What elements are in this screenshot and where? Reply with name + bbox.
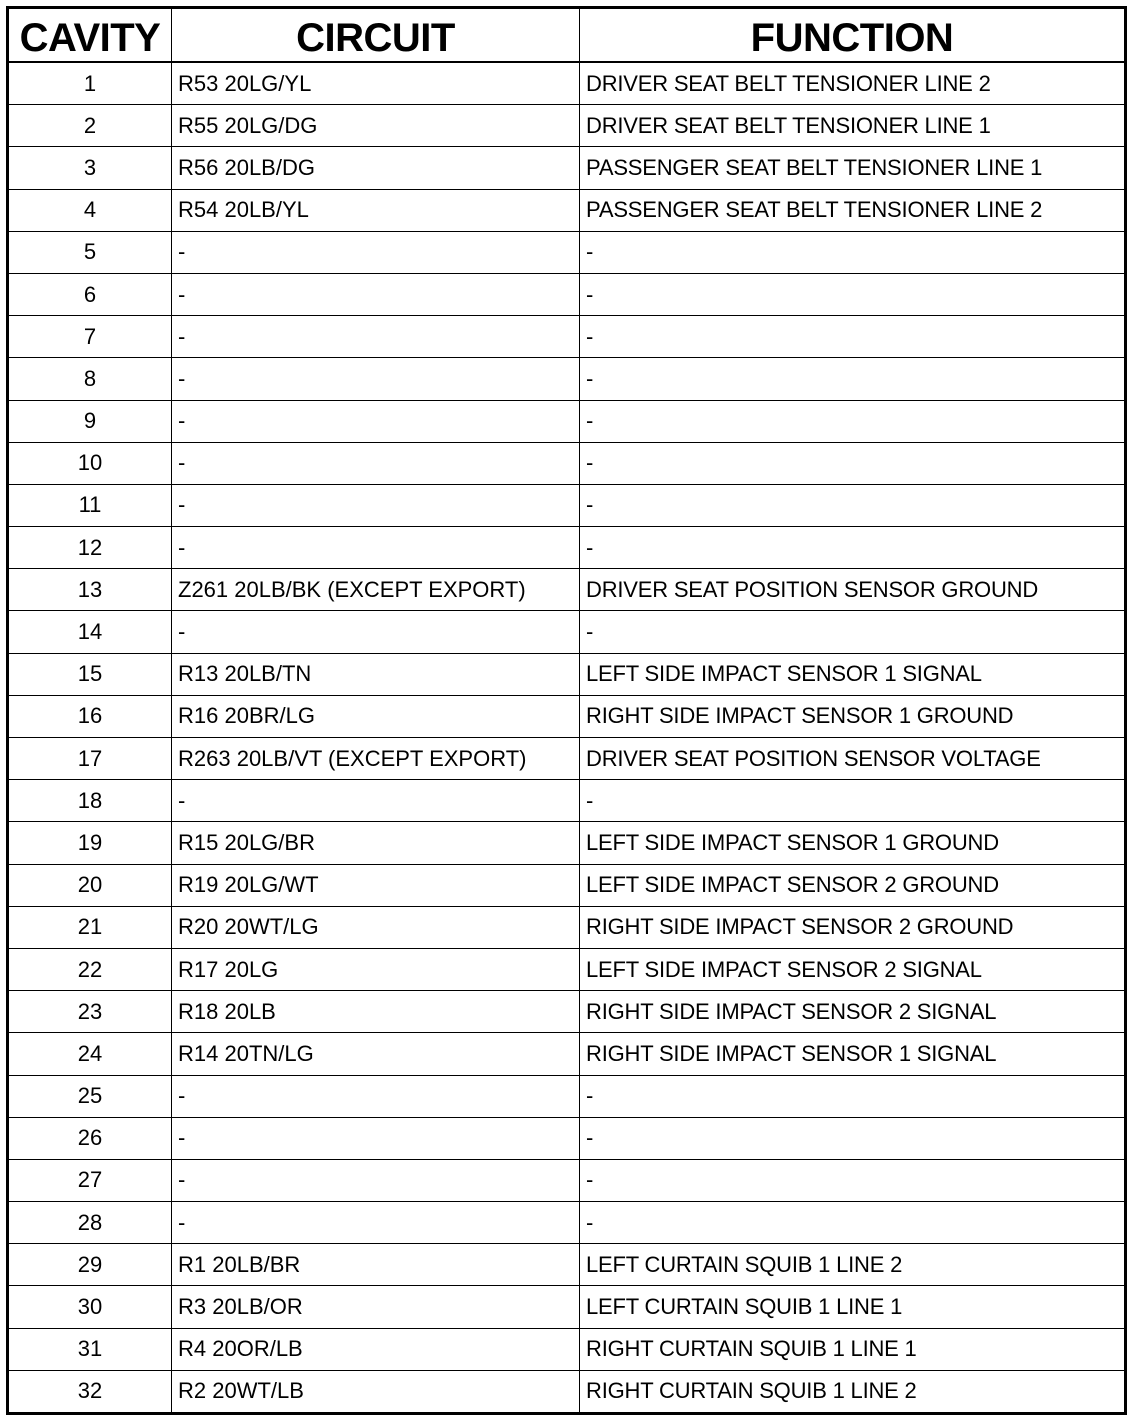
function-cell: DRIVER SEAT BELT TENSIONER LINE 1 bbox=[580, 105, 1126, 147]
cavity-cell: 11 bbox=[8, 484, 172, 526]
table-row bbox=[8, 1286, 1126, 1328]
cavity-cell: 9 bbox=[8, 400, 172, 442]
circuit-cell: - bbox=[172, 358, 580, 400]
function-cell: - bbox=[580, 400, 1126, 442]
circuit-cell: - bbox=[172, 316, 580, 358]
cavity-cell: 28 bbox=[8, 1202, 172, 1244]
column-header-function: FUNCTION bbox=[580, 8, 1126, 63]
circuit-cell: - bbox=[172, 611, 580, 653]
table-row bbox=[8, 527, 1126, 569]
cavity-cell: 6 bbox=[8, 273, 172, 315]
function-cell: - bbox=[580, 358, 1126, 400]
cavity-cell: 4 bbox=[8, 189, 172, 231]
table-row bbox=[8, 569, 1126, 611]
table-row bbox=[8, 147, 1126, 189]
function-cell: - bbox=[580, 527, 1126, 569]
function-cell: - bbox=[580, 1202, 1126, 1244]
cavity-cell: 8 bbox=[8, 358, 172, 400]
circuit-cell: R54 20LB/YL bbox=[172, 189, 580, 231]
circuit-cell: - bbox=[172, 1075, 580, 1117]
column-header-circuit: CIRCUIT bbox=[172, 8, 580, 63]
circuit-cell: R56 20LB/DG bbox=[172, 147, 580, 189]
table-row bbox=[8, 906, 1126, 948]
function-cell: LEFT CURTAIN SQUIB 1 LINE 1 bbox=[580, 1286, 1126, 1328]
cavity-cell: 32 bbox=[8, 1370, 172, 1413]
table-row bbox=[8, 822, 1126, 864]
circuit-cell: R17 20LG bbox=[172, 948, 580, 990]
circuit-cell: R19 20LG/WT bbox=[172, 864, 580, 906]
table-row bbox=[8, 358, 1126, 400]
cavity-cell: 24 bbox=[8, 1033, 172, 1075]
function-cell: RIGHT SIDE IMPACT SENSOR 1 GROUND bbox=[580, 695, 1126, 737]
circuit-cell: Z261 20LB/BK (EXCEPT EXPORT) bbox=[172, 569, 580, 611]
function-cell: - bbox=[580, 1075, 1126, 1117]
circuit-cell: - bbox=[172, 231, 580, 273]
circuit-cell: - bbox=[172, 1117, 580, 1159]
cavity-cell: 23 bbox=[8, 991, 172, 1033]
function-cell: PASSENGER SEAT BELT TENSIONER LINE 2 bbox=[580, 189, 1126, 231]
circuit-cell: R16 20BR/LG bbox=[172, 695, 580, 737]
circuit-cell: R53 20LG/YL bbox=[172, 62, 580, 105]
cavity-cell: 5 bbox=[8, 231, 172, 273]
cavity-cell: 7 bbox=[8, 316, 172, 358]
function-cell: - bbox=[580, 273, 1126, 315]
circuit-cell: - bbox=[172, 1202, 580, 1244]
table-row bbox=[8, 738, 1126, 780]
column-header-cavity: CAVITY bbox=[8, 8, 172, 63]
cavity-cell: 18 bbox=[8, 780, 172, 822]
circuit-cell: - bbox=[172, 780, 580, 822]
table-row bbox=[8, 105, 1126, 147]
function-cell: RIGHT SIDE IMPACT SENSOR 1 SIGNAL bbox=[580, 1033, 1126, 1075]
table-row bbox=[8, 991, 1126, 1033]
cavity-cell: 26 bbox=[8, 1117, 172, 1159]
function-cell: - bbox=[580, 780, 1126, 822]
cavity-cell: 25 bbox=[8, 1075, 172, 1117]
circuit-cell: - bbox=[172, 400, 580, 442]
table-row bbox=[8, 231, 1126, 273]
cavity-cell: 20 bbox=[8, 864, 172, 906]
circuit-cell: R14 20TN/LG bbox=[172, 1033, 580, 1075]
function-cell: - bbox=[580, 1117, 1126, 1159]
function-cell: - bbox=[580, 611, 1126, 653]
table-row bbox=[8, 1075, 1126, 1117]
cavity-cell: 2 bbox=[8, 105, 172, 147]
table-row bbox=[8, 1117, 1126, 1159]
function-cell: - bbox=[580, 316, 1126, 358]
cavity-cell: 16 bbox=[8, 695, 172, 737]
table-row bbox=[8, 695, 1126, 737]
circuit-cell: R3 20LB/OR bbox=[172, 1286, 580, 1328]
function-cell: - bbox=[580, 442, 1126, 484]
table-row bbox=[8, 189, 1126, 231]
function-cell: RIGHT CURTAIN SQUIB 1 LINE 2 bbox=[580, 1370, 1126, 1413]
function-cell: - bbox=[580, 231, 1126, 273]
cavity-cell: 30 bbox=[8, 1286, 172, 1328]
table-row bbox=[8, 273, 1126, 315]
circuit-cell: - bbox=[172, 484, 580, 526]
circuit-cell: - bbox=[172, 442, 580, 484]
table-header bbox=[8, 8, 1126, 63]
cavity-cell: 21 bbox=[8, 906, 172, 948]
circuit-cell: - bbox=[172, 527, 580, 569]
table-row bbox=[8, 653, 1126, 695]
cavity-cell: 31 bbox=[8, 1328, 172, 1370]
cavity-cell: 13 bbox=[8, 569, 172, 611]
circuit-cell: R13 20LB/TN bbox=[172, 653, 580, 695]
function-cell: PASSENGER SEAT BELT TENSIONER LINE 1 bbox=[580, 147, 1126, 189]
cavity-cell: 27 bbox=[8, 1159, 172, 1201]
cavity-cell: 14 bbox=[8, 611, 172, 653]
function-cell: LEFT SIDE IMPACT SENSOR 1 SIGNAL bbox=[580, 653, 1126, 695]
table-body bbox=[8, 62, 1126, 1414]
circuit-cell: R20 20WT/LG bbox=[172, 906, 580, 948]
function-cell: LEFT SIDE IMPACT SENSOR 1 GROUND bbox=[580, 822, 1126, 864]
circuit-cell: R263 20LB/VT (EXCEPT EXPORT) bbox=[172, 738, 580, 780]
circuit-cell: R4 20OR/LB bbox=[172, 1328, 580, 1370]
cavity-cell: 29 bbox=[8, 1244, 172, 1286]
function-cell: RIGHT SIDE IMPACT SENSOR 2 GROUND bbox=[580, 906, 1126, 948]
cavity-cell: 22 bbox=[8, 948, 172, 990]
cavity-cell: 19 bbox=[8, 822, 172, 864]
header-row bbox=[8, 8, 1126, 63]
function-cell: RIGHT SIDE IMPACT SENSOR 2 SIGNAL bbox=[580, 991, 1126, 1033]
table-row bbox=[8, 611, 1126, 653]
table-row bbox=[8, 442, 1126, 484]
circuit-cell: R2 20WT/LB bbox=[172, 1370, 580, 1413]
function-cell: DRIVER SEAT POSITION SENSOR GROUND bbox=[580, 569, 1126, 611]
function-cell: DRIVER SEAT BELT TENSIONER LINE 2 bbox=[580, 62, 1126, 105]
table-row bbox=[8, 780, 1126, 822]
circuit-cell: R1 20LB/BR bbox=[172, 1244, 580, 1286]
function-cell: - bbox=[580, 1159, 1126, 1201]
table-row bbox=[8, 864, 1126, 906]
table-row bbox=[8, 1159, 1126, 1201]
cavity-cell: 3 bbox=[8, 147, 172, 189]
circuit-cell: - bbox=[172, 273, 580, 315]
connector-pinout-table bbox=[6, 6, 1127, 1415]
table-row bbox=[8, 484, 1126, 526]
table-row bbox=[8, 62, 1126, 105]
cavity-cell: 1 bbox=[8, 62, 172, 105]
function-cell: LEFT CURTAIN SQUIB 1 LINE 2 bbox=[580, 1244, 1126, 1286]
function-cell: - bbox=[580, 484, 1126, 526]
function-cell: LEFT SIDE IMPACT SENSOR 2 SIGNAL bbox=[580, 948, 1126, 990]
function-cell: LEFT SIDE IMPACT SENSOR 2 GROUND bbox=[580, 864, 1126, 906]
function-cell: RIGHT CURTAIN SQUIB 1 LINE 1 bbox=[580, 1328, 1126, 1370]
table-row bbox=[8, 1033, 1126, 1075]
cavity-cell: 12 bbox=[8, 527, 172, 569]
cavity-cell: 10 bbox=[8, 442, 172, 484]
circuit-cell: R55 20LG/DG bbox=[172, 105, 580, 147]
cavity-cell: 15 bbox=[8, 653, 172, 695]
table-row bbox=[8, 1244, 1126, 1286]
table-row bbox=[8, 1328, 1126, 1370]
function-cell: DRIVER SEAT POSITION SENSOR VOLTAGE bbox=[580, 738, 1126, 780]
circuit-cell: R18 20LB bbox=[172, 991, 580, 1033]
table-row bbox=[8, 948, 1126, 990]
table-row bbox=[8, 400, 1126, 442]
table-row bbox=[8, 1370, 1126, 1413]
cavity-cell: 17 bbox=[8, 738, 172, 780]
table-row bbox=[8, 1202, 1126, 1244]
table-row bbox=[8, 316, 1126, 358]
circuit-cell: - bbox=[172, 1159, 580, 1201]
circuit-cell: R15 20LG/BR bbox=[172, 822, 580, 864]
